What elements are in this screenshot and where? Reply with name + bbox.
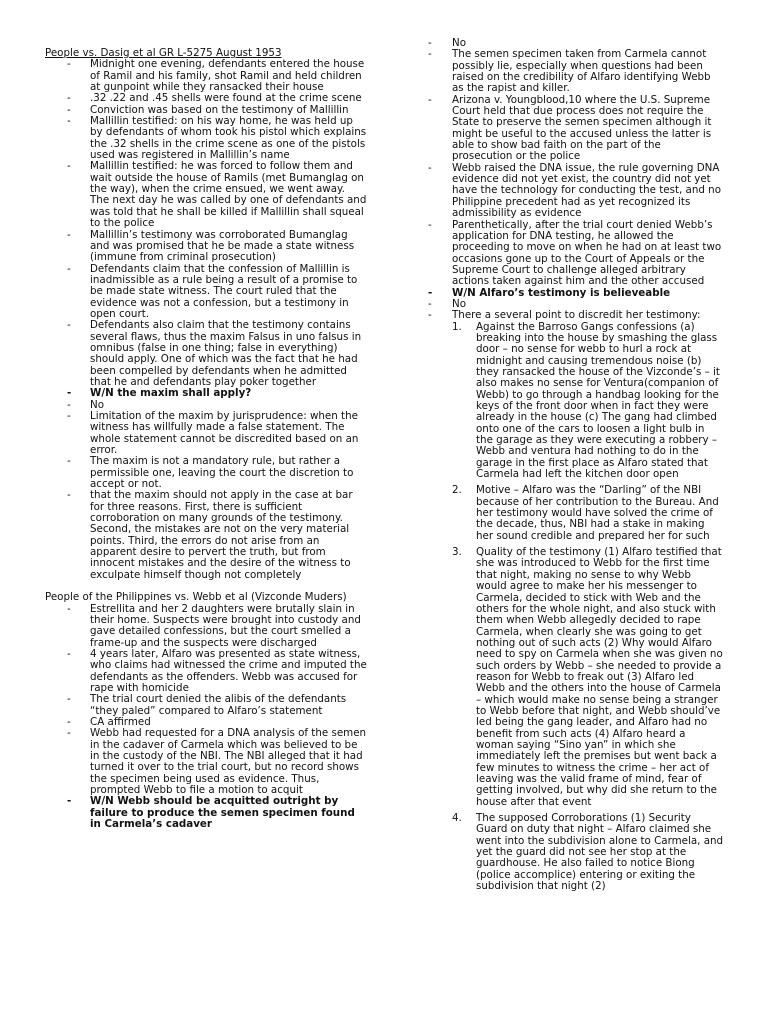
bullet-item: - Defendants also claim that the testimony contains several flaws, thus the maxim Falsus in uno falsus in omnibus (false in one thing; false in everything) should apply. One of which was the fact that he had been compelled by defendants when he admitted that he and defendants play poker together — [45, 320, 367, 388]
bullet-item: - No — [428, 38, 724, 49]
point-text: Quality of the testimony (1) Alfaro testified that she was introduced to Webb for the first time that night, making no sense to why Webb would agree to make her his messenger to Carmela, decided to stick with Web and the others for the whole night, and also stuck with them when Webb allegedly decided to rape Carmela, when clearly she was going to get nothing out of such acts (2) Why would Alfaro need to spy on Carmela when she was given no such orders by Webb – she needed to provide a reason for Webb to freak out (3) Alfaro led Webb and the others into the house of Carmela – which would make no sense being a stranger to Webb before that night, and Webb should’ve led being the gang leader, and Alfaro had no benefit from such acts (4) Alfaro heard a woman saying “Sino yan” in which she immediately left the premises but went back a few minutes to witness the crime – her act of leaving was the valid frame of mind, fear of getting involved, but why did she return to the house after that event — [476, 546, 723, 808]
bullet-item: - W/N Alfaro’s testimony is believeable — [428, 288, 724, 299]
bullet-item: - W/N the maxim shall apply? — [45, 388, 367, 399]
bullet-item: - Webb raised the DNA issue, the rule governing DNA evidence did not yet exist, the country did not yet have the technology for conducting the test, and no Philippine precedent had as yet recognized its admissibility as evidence — [428, 163, 724, 220]
right-column — [428, 38, 724, 897]
point-number: 2. — [452, 484, 462, 497]
bullet-item: - W/N Webb should be acquitted outright by failure to produce the semen specimen found in Carmela’s cadaver — [45, 796, 367, 830]
bullet-item: - No — [428, 299, 724, 310]
bullet-item: - Mallillin testified: on his way home, he was held up by defendants of whom took his pistol which explains the .32 shells in the crime scene as one of the pistols used was registered in Mallillin’s name — [45, 116, 367, 161]
bullet-item: - Parenthetically, after the trial court denied Webb’s application for DNA testing, he allowed the proceeding to move on when he had on at least two occasions gone up to the Court of Appeals or the Supreme Court to challenge alleged arbitrary actions taken against him and the other accused — [428, 220, 724, 288]
bullet-item: - Webb had requested for a DNA analysis of the semen in the cadaver of Carmela which was believed to be in the custody of the NBI. The NBI alleged that it had turned it over to the trial court, but no record shows the specimen being used as evidence. Thus, prompted Webb to file a motion to acquit — [45, 728, 367, 796]
bullet-item: - Midnight one evening, defendants entered the house of Ramil and his family, shot Ramil and held children at gunpoint while they ransacked their house — [45, 59, 367, 93]
point-text: The supposed Corroborations (1) Security Guard on duty that night – Alfaro claimed she went into the subdivision alone to Carmela, and yet the guard did not see her stop at the guardhouse. He also failed to notice Biong (police accomplice) entering or exiting the subdivision that night (2) — [476, 812, 724, 893]
bullet-item: - Arizona v. Youngblood,10 where the U.S. Supreme Court held that due process does not require the State to preserve the semen specimen although it might be useful to the accused unless the latter is able to show bad faith on the part of the prosecution or the police — [428, 95, 724, 163]
bullet-item: - Conviction was based on the testimony of Mallillin — [45, 105, 367, 116]
bullet-item: - No — [45, 400, 367, 411]
case-title-dasig: People vs. Dasig et al GR L-5275 August 1953 — [45, 47, 282, 59]
numbered-point — [428, 813, 724, 892]
bullet-item: - Mallillin’s testimony was corroborated Bumanglag and was promised that he be made a state witness (immune from criminal prosecution) — [45, 230, 367, 264]
numbered-point — [428, 322, 724, 481]
bullet-item: - Estrellita and her 2 daughters were brutally slain in their home. Suspects were brought into custody and gave detailed confessions, but the court smelled a frame-up and the suspects were discharged — [45, 604, 367, 649]
bullet-item: - The semen specimen taken from Carmela cannot possibly lie, especially when questions had been raised on the credibility of Alfaro identifying Webb as the rapist and killer. — [428, 49, 724, 94]
point-text: Motive – Alfaro was the “Darling” of the NBI because of her contribution to the Bureau. And her testimony would have solved the crime of the decade, thus, NBI had a stake in making her sound credible and prepared her for such — [476, 484, 719, 542]
bullet-item: - Limitation of the maxim by jurisprudence: when the witness has willfully made a false statement. The whole statement cannot be discredited based on an error. — [45, 411, 367, 456]
numbered-point — [428, 547, 724, 808]
bullet-item: - The trial court denied the alibis of the defendants “they paled” compared to Alfaro’s statement — [45, 694, 367, 717]
bullet-item: - Mallillin testified: he was forced to follow them and wait outside the house of Ramils (met Bumanglag on the way), when the crime ensued, we went away. The next day he was called by one of defendants and was told that he shall be killed if Mallillin shall squeal to the police — [45, 161, 367, 229]
case1-bullet-list — [45, 59, 367, 581]
bullet-item: - The maxim is not a mandatory rule, but rather a permissible one, leaving the court the discretion to accept or not. — [45, 456, 367, 490]
right-bullet-list — [428, 38, 724, 322]
bullet-item: - that the maxim should not apply in the case at bar for three reasons. First, there is sufficient corroboration on many grounds of the testimony. Second, the mistakes are not on the very material points. Third, the errors do not arise from an apparent desire to pervert the truth, but from innocent mistakes and the desire of the witness to exculpate himself though not completely — [45, 490, 367, 581]
numbered-point — [428, 485, 724, 542]
point-number: 1. — [452, 320, 462, 333]
bullet-item: - .32 .22 and .45 shells were found at the crime scene — [45, 93, 367, 104]
bullet-item: - CA affirmed — [45, 717, 367, 728]
bullet-item: - 4 years later, Alfaro was presented as state witness, who claims had witnessed the crime and imputed the defendants as the offenders. Webb was accused for rape with homicide — [45, 649, 367, 694]
left-column — [45, 38, 367, 830]
case2-bullet-list — [45, 604, 367, 831]
bullet-item: - Defendants claim that the confession of Mallillin is inadmissible as a rule being a result of a promise to be made state witness. The court ruled that the evidence was not a confession, but a testimony in open court. — [45, 264, 367, 321]
point-text: Against the Barroso Gangs confessions (a) breaking into the house by smashing the glass door – no sense for webb to hurl a rock at midnight and causing tremendous noise (b) they ransacked the house of the Vizconde’s – it also makes no sense for Ventura(companion of Webb) to go through a handbag looking for the keys of the front door when in fact they were already in the house (c) The gang had climbed onto one of the cars to loosen a light bulb in the garage as they were executing a robbery – Webb and ventura had nothing to do in the garage in the first place as Alfaro stated that Carmela had left the kitchen door open — [476, 320, 720, 481]
point-number: 4. — [452, 812, 462, 825]
bullet-item: - There a several point to discredit her testimony: — [428, 310, 724, 321]
case-title-webb: People of the Philippines vs. Webb et al (Vizconde Muders) — [45, 591, 347, 604]
discredit-points-list — [428, 322, 724, 893]
point-number: 3. — [452, 546, 462, 559]
